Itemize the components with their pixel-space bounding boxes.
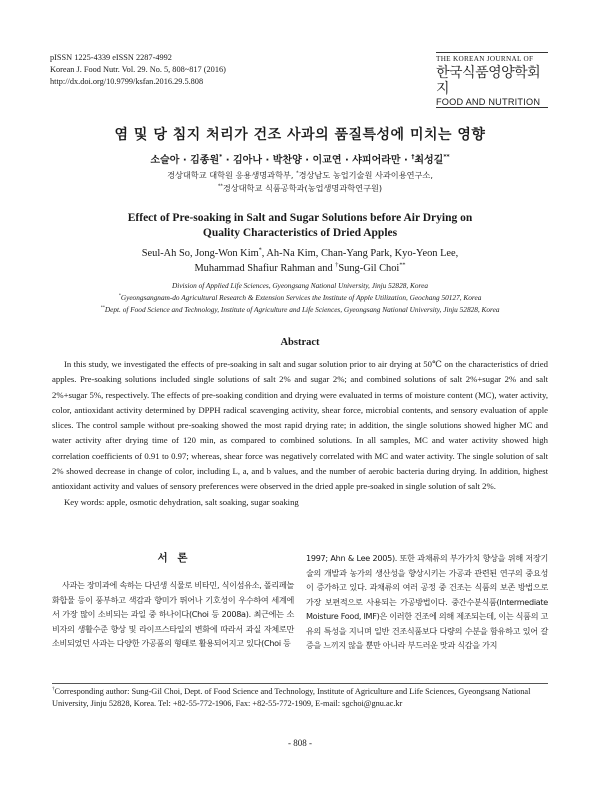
introduction-paragraph-left: 사과는 장미과에 속하는 다년생 식물로 비타민, 식이섬유소, 폴리페놀 화합물 등이 풍부하고 색감과 향미가 뛰어나 기호성이 우수하여 세계에서 가장 많이 소비되는 과일 중 하나이다(Choi 등 2008a). 최근에는 소비자의 생활수준 향상 및 라이프스타일의 변화에 따라서 과실 자체로만 소비되었던 사과는 다양한 가공품의 형태로 활용되어지고 있다(Choi 등	[52, 580, 294, 648]
citation-line: Korean J. Food Nutr. Vol. 29. No. 5, 808~817 (2016)	[50, 65, 226, 74]
abstract-text: In this study, we investigated the effects of pre-soaking in salt and sugar solution prior to air drying at 50℃ on the characteristics of dried apples. Pre-soaking solutions included single solutions of salt 2% and sugar 2%; and combined solutions of salt 2%+sugar 2% and salt 2%+sugar 5%, respectively. The effects of pre-soaking condition and drying were evaluated in terms of moisture content (MC), water activity, color, antioxidant activity determined by DPPH radical scavenging activity, shear force, microbial contents, and sensory evaluation of apple slices. The control sample without pre-soaking showed the most rapid drying rate; in addition, the single solutions showed higher MC and water activity after drying time of 120 min, as compared to combined solutions. In all samples, MC and water activity showed high correlation coefficients of 0.91 to 0.97; whereas, shear force was negatively correlated with MC and water activity. The single solution of salt 2% showed decrease in change of color, including L, a, and b values, and the number of aerobic bacteria during drying. In addition, highest antioxidant activity and values of sensory preferences were observed in the dried apple pre-soaked in single solution of salt 2%.	[52, 359, 548, 492]
journal-logo	[436, 52, 548, 108]
abstract-body	[52, 357, 548, 510]
corresponding-author-footnote: †Corresponding author: Sung-Gil Choi, Dept. of Food Science and Technology, Institute of Agriculture and Life Sciences, Gyeongsang National University, Jinju 52828, Korea. Tel: +82-55-772-1906, Fax: +82-55-772-1909, E-mail: sgchoi@gnu.ac.kr	[52, 687, 531, 708]
english-affiliation-2: *Gyeongsangnam-do Agricultural Research & Extension Services the Institute of Apple Utilization, Geochang 50127, Korea	[118, 292, 482, 302]
journal-name-en-large: FOOD AND NUTRITION	[436, 97, 541, 107]
introduction-heading: 서 론	[157, 552, 191, 564]
keywords: Key words: apple, osmotic dehydration, salt soaking, sugar soaking	[64, 496, 299, 507]
korean-title: 염 및 당 침지 처리가 건조 사과의 품질특성에 미치는 영향	[114, 127, 486, 143]
korean-authors: 소슬아 · 김종원* · 김아나 · 박찬양 · 이교연 · 샤피어라만 · †최성길**	[150, 153, 450, 166]
citation-header	[50, 52, 226, 88]
english-affiliation-1: Division of Applied Life Sciences, Gyeongsang National University, Jinju 52828, Korea	[172, 281, 428, 290]
introduction-left-column	[52, 578, 294, 651]
introduction-paragraph-right: 1997; Ahn & Lee 2005). 또한 과채류의 부가가치 향상을 위해 저장기술의 개발과 농가의 생산성을 향상시키는 가공과 관련된 연구의 중요성이 증가하고 있다. 과채류의 여러 공정 중 건조는 식품의 보존 방법으로 가장 보편적으로 사용되는 가공방법이다. 중간수분식품(Intermediate Moisture Food, IMF)은 이러한 건조에 의해 제조되는데, 이는 식품의 고유의 특성을 지니며 일반 건조식품보다 다량의 수분을 함유하고 있어 갈증을 느끼지 않을 뿐만 아니라 부드러운 맛과 식감을 가지	[306, 553, 548, 650]
footnote-divider	[52, 683, 548, 684]
english-affiliation-3: **Dept. of Food Science and Technology, Institute of Agriculture and Life Sciences, Gyeongsang National University, Jinju 52828, Korea	[100, 304, 500, 314]
journal-rule-bottom	[436, 107, 548, 108]
journal-name-en-small: THE KOREAN JOURNAL OF	[436, 55, 534, 63]
introduction-right-column	[306, 551, 548, 653]
korean-affiliation-2: **경상대학교 식품공학과(농업생명과학연구원)	[217, 183, 383, 193]
english-authors: Seul-Ah So, Jong-Won Kim*, Ah-Na Kim, Chan-Yang Park, Kyo-Yeon Lee, Muhammad Shafiur Rahman and †Sung-Gil Choi**	[141, 246, 459, 274]
issn-line: pISSN 1225-4339 eISSN 2287-4992	[50, 53, 172, 62]
korean-affiliation-1: 경상대학교 대학원 응용생명과학부, *경상남도 농업기술원 사과이용연구소,	[167, 170, 433, 180]
journal-name-ko: 한국식품영양학회지	[436, 65, 541, 97]
page-number: - 808 -	[288, 738, 312, 748]
doi-link[interactable]: http://dx.doi.org/10.9799/ksfan.2016.29.5.808	[50, 77, 204, 86]
journal-rule-top	[436, 52, 548, 53]
abstract-heading: Abstract	[280, 337, 320, 348]
english-title: Effect of Pre-soaking in Salt and Sugar Solutions before Air Drying on Quality Characteristics of Dried Apples	[127, 212, 473, 239]
